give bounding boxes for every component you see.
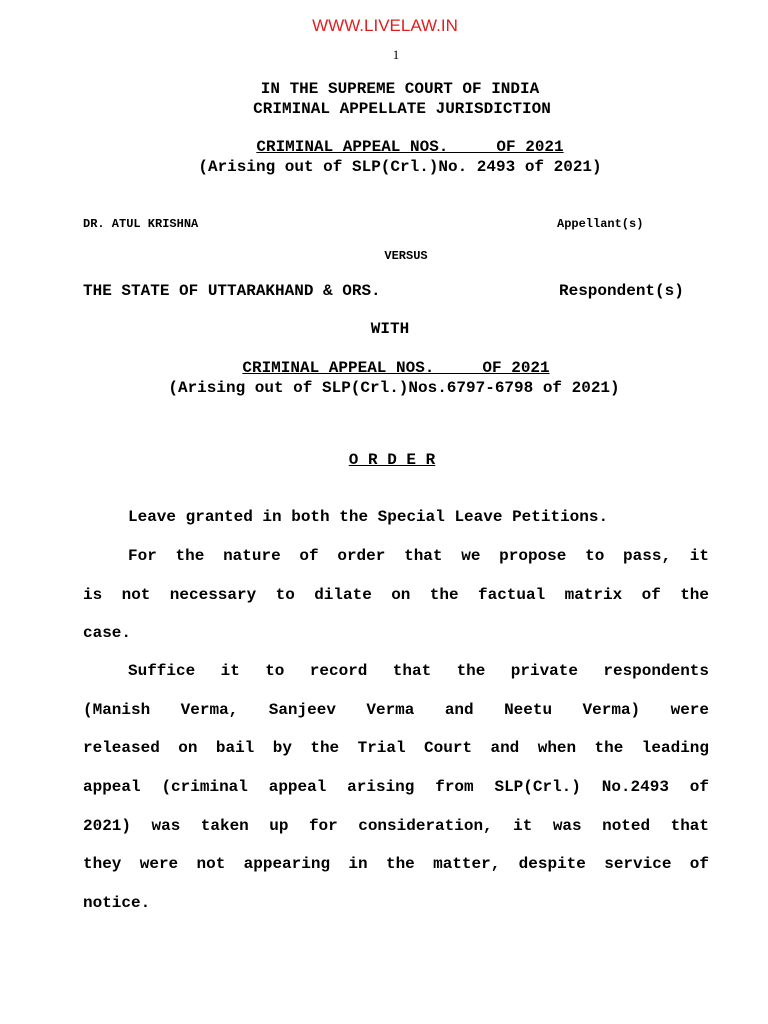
paragraph-line: (Manish Verma, Sanjeev Verma and Neetu Verma) were (83, 700, 709, 719)
paragraph-line: is not necessary to dilate on the factual matrix of the (83, 585, 709, 604)
appeal-title-1: CRIMINAL APPEAL NOS. OF 2021 (256, 138, 564, 156)
paragraph-line: Leave granted in both the Special Leave Petitions. (128, 508, 609, 526)
appellant-role: Appellant(s) (557, 217, 644, 231)
paragraph-line: they were not appearing in the matter, despite service of (83, 855, 709, 874)
page-number: 1 (392, 47, 400, 62)
jurisdiction: CRIMINAL APPELLATE JURISDICTION (253, 100, 551, 118)
respondent-name: THE STATE OF UTTARAKHAND & ORS. (83, 282, 381, 300)
watermark-text: WWW.LIVELAW.IN (312, 16, 458, 35)
appellant-name: DR. ATUL KRISHNA (83, 217, 199, 231)
order-heading: O R D E R (348, 451, 436, 469)
order-paragraph-1 (83, 498, 709, 537)
paragraph-line: released on bail by the Trial Court and when the leading (83, 739, 709, 758)
paragraph-line: case. (83, 624, 132, 643)
paragraph-line: 2021) was taken up for consideration, it was noted that (83, 816, 709, 835)
order-paragraph-2 (83, 537, 709, 653)
order-paragraph-3 (83, 652, 709, 923)
appeal-arising-1: (Arising out of SLP(Crl.)No. 2493 of 2021) (198, 158, 602, 176)
paragraph-line: notice. (83, 894, 151, 913)
appeal-arising-2: (Arising out of SLP(Crl.)Nos.6797-6798 of 2021) (168, 379, 620, 397)
with-label: WITH (370, 320, 410, 338)
paragraph-line: appeal (criminal appeal arising from SLP(Crl.) No.2493 of (83, 778, 709, 797)
paragraph-line: For the nature of order that we propose to pass, it (128, 547, 709, 565)
versus-label: VERSUS (384, 249, 428, 263)
respondent-role: Respondent(s) (559, 282, 684, 300)
paragraph-line: Suffice it to record that the private respondents (128, 662, 709, 680)
appeal-title-2: CRIMINAL APPEAL NOS. OF 2021 (242, 359, 550, 377)
court-name: IN THE SUPREME COURT OF INDIA (260, 80, 540, 98)
